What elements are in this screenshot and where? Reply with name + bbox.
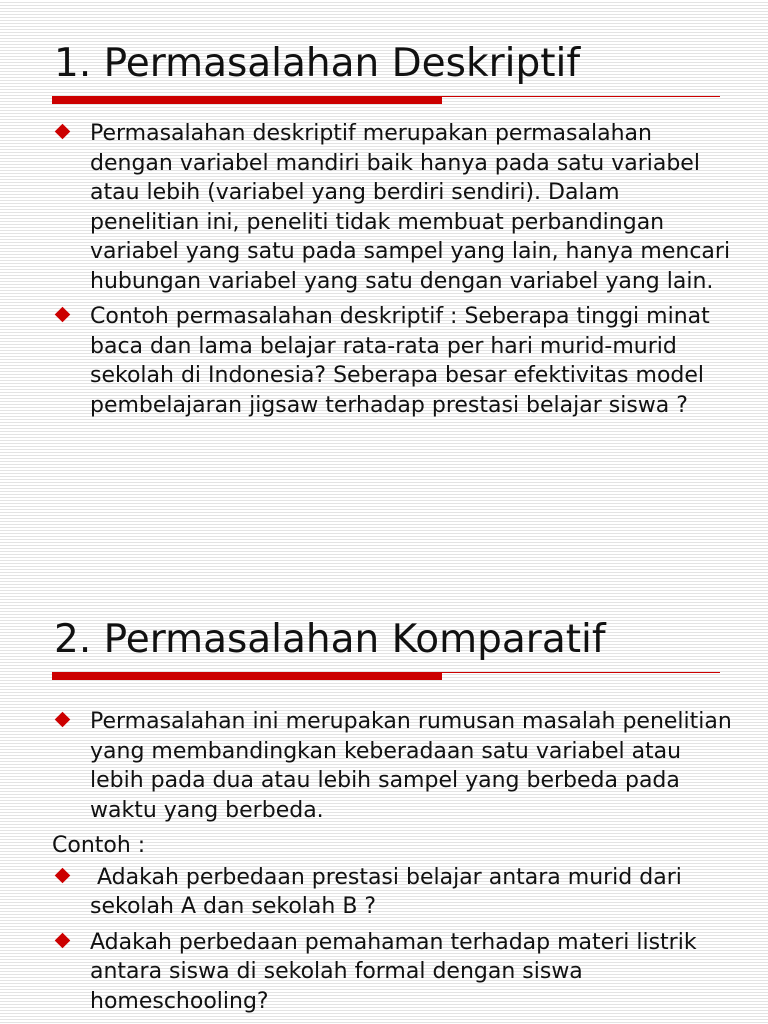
- bullet-text: Adakah perbedaan prestasi belajar antara murid dari sekolah A dan sekolah B ?: [90, 864, 689, 919]
- bullet-list: [52, 707, 732, 1022]
- slide-title: 1. Permasalahan Deskriptif: [54, 41, 581, 86]
- bullet-item: [52, 302, 732, 420]
- title-underline-thin: [442, 96, 720, 97]
- bullet-text: Adakah perbedaan pemahaman terhadap materi listrik antara siswa di sekolah formal dengan siswa homeschooling?: [90, 929, 697, 1014]
- bullet-text: Permasalahan ini merupakan rumusan masalah penelitian yang membandingkan keberadaan satu variabel atau lebih pada dua atau lebih sampel yang berbeda pada waktu yang berbeda.: [90, 709, 732, 823]
- example-label: Contoh :: [52, 833, 146, 858]
- title-underline-thin: [442, 672, 720, 673]
- bullet-list: [52, 119, 732, 426]
- diamond-bullet-icon: [55, 712, 71, 728]
- diamond-bullet-icon: [55, 307, 71, 323]
- bullet-item: [52, 707, 732, 825]
- bullet-item: [52, 863, 732, 922]
- bullet-item: [52, 928, 732, 1017]
- slide-title: 2. Permasalahan Komparatif: [54, 617, 606, 662]
- bullet-text: Contoh permasalahan deskriptif : Seberapa tinggi minat baca dan lama belajar rata-rata per hari murid-murid sekolah di Indonesia? Seberapa besar efektivitas model pembelajaran jigsaw terhadap prestasi belajar siswa ?: [90, 304, 710, 418]
- bullet-item: [52, 119, 732, 296]
- diamond-bullet-icon: [55, 124, 71, 140]
- title-underline-thick: [52, 672, 442, 680]
- title-underline-thick: [52, 96, 442, 104]
- diamond-bullet-icon: [55, 867, 71, 883]
- bullet-text: Permasalahan deskriptif merupakan permasalahan dengan variabel mandiri baik hanya pada satu variabel atau lebih (variabel yang berdiri sendiri). Dalam penelitian ini, peneliti tidak membuat perbandingan variabel yang satu pada sampel yang lain, hanya mencari hubungan variabel yang satu dengan variabel yang lain.: [90, 121, 731, 294]
- diamond-bullet-icon: [55, 932, 71, 948]
